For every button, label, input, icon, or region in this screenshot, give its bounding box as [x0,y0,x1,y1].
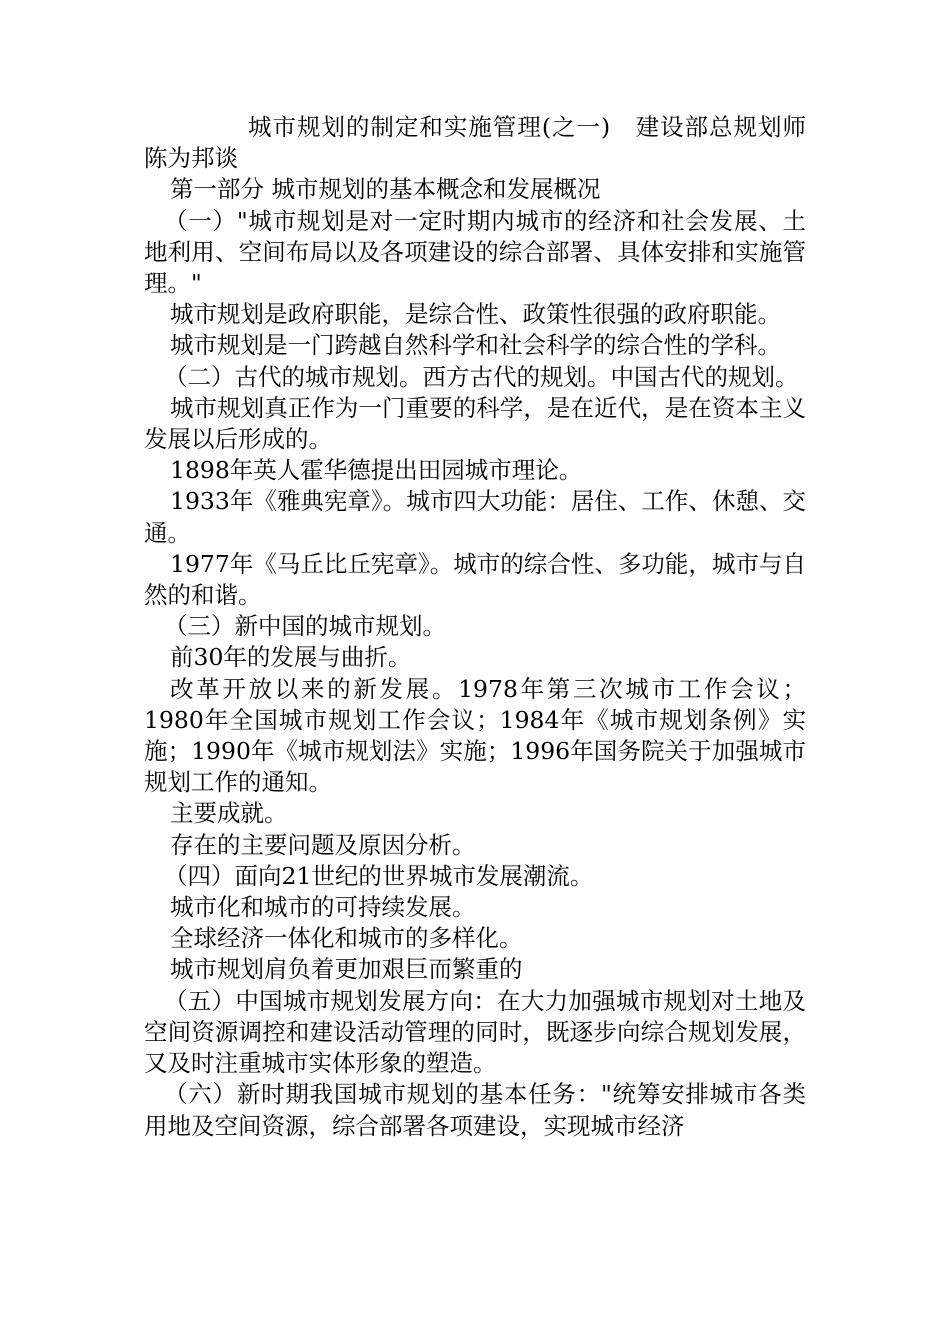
section-heading: 第一部分 城市规划的基本概念和发展概况 [170,175,601,204]
paragraph: （六）新时期我国城市规划的基本任务："统筹安排城市各类用地及空间资源，综合部署各项建设，实现城市经济 [144,1080,806,1140]
paragraph: 城市规划肩负着更加艰巨而繁重的 [170,955,523,984]
paragraph: 城市规划是政府职能，是综合性、政策性很强的政府职能。 [170,300,781,329]
paragraph: （三）新中国的城市规划。 [164,612,446,641]
paragraph: （二）古代的城市规划。西方古代的规划。中国古代的规划。 [164,362,799,391]
paragraph: 1933年《雅典宪章》。城市四大功能：居住、工作、休憩、交通。 [144,487,806,547]
paragraph: （一）"城市规划是对一定时期内城市的经济和社会发展、土地利用、空间布局以及各项建设的综合部署、具体安排和实施管理。" [144,206,806,298]
paragraph: 改革开放以来的新发展。1978年第三次城市工作会议；1980年全国城市规划工作会议；1984年《城市规划条例》实施；1990年《城市规划法》实施；1996年国务院关于加强城市规划工作的通知。 [144,674,806,797]
paragraph: 1898年英人霍华德提出田园城市理论。 [170,456,583,485]
paragraph: （四）面向21世纪的世界城市发展潮流。 [164,861,594,890]
paragraph: 主要成就。 [170,799,288,828]
paragraph: 全球经济一体化和城市的多样化。 [170,924,523,953]
paragraph: 城市规划真正作为一门重要的科学，是在近代，是在资本主义发展以后形成的。 [144,393,806,454]
paragraph: 城市规划是一门跨越自然科学和社会科学的综合性的学科。 [170,331,781,360]
paragraph: 城市化和城市的可持续发展。 [170,893,476,922]
paragraph: 1977年《马丘比丘宪章》。城市的综合性、多功能，城市与自然的和谐。 [144,549,806,610]
paragraph: 前30年的发展与曲折。 [170,643,412,672]
document-title: 城市规划的制定和实施管理(之一) 建设部总规划师陈为邦谈 [144,113,806,173]
paragraph: （五）中国城市规划发展方向：在大力加强城市规划对土地及空间资源调控和建设活动管理的同时，既逐步向综合规划发展，又及时注重城市实体形象的塑造。 [144,986,806,1078]
document-page [144,112,806,1142]
paragraph: 存在的主要问题及原因分析。 [170,830,476,859]
